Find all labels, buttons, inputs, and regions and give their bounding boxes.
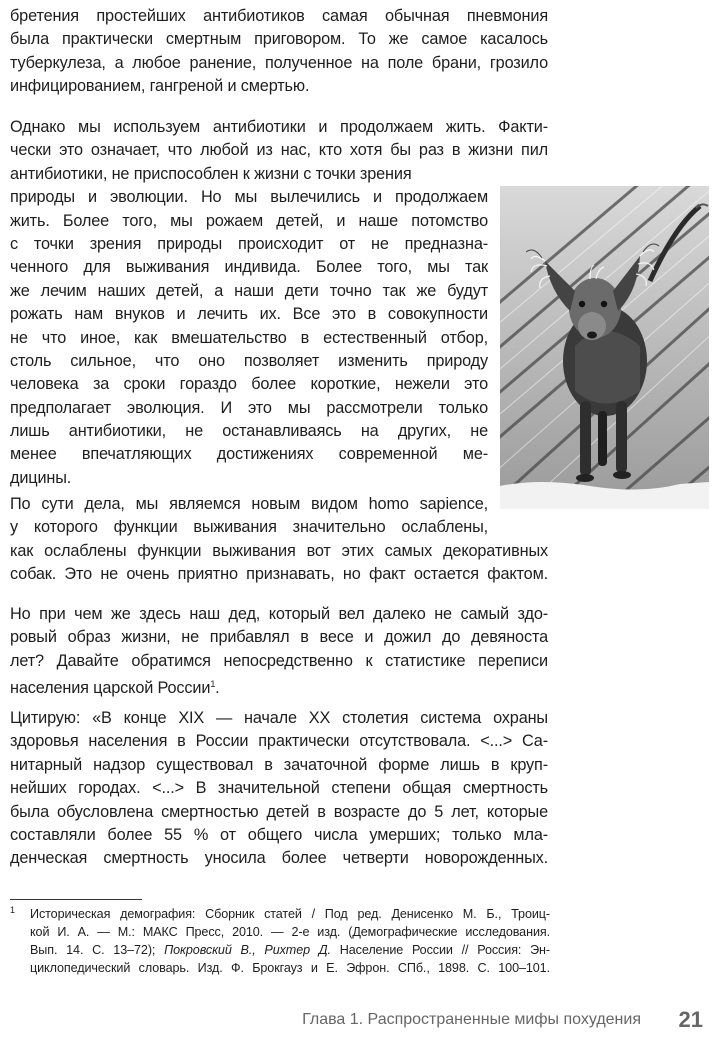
text-line: столь сильное, что оно позволяет изменить природу [10,351,488,370]
paragraph-1 [10,5,548,99]
text-line: Цитирую: «В конце XIX — начале XX столетия система охраны [10,709,548,727]
text-line: природы и эволюции. Но мы вылечились и продолжаем [10,188,488,207]
text-line: По сути дела, мы являемся новым видом homo sapience, [10,495,488,513]
text-line: составляли более 55 % от общего числа умерших; только мла- [10,825,548,844]
text-line: у которого функции выживания значительно ослаблены, [10,518,488,537]
footnote-line: Историческая демография: Сборник статей / Под ред. Денисенко М. Б., Троиц- [30,907,550,921]
text-line: не что иное, как вмешательство в естественный отбор, [10,328,488,347]
text-line: чески это означает, что любой из нас, кто хотя бы раз в жизни пил [10,141,548,160]
text-line: предполагает эволюция. И это мы рассмотрели только [10,398,488,417]
text-line: как ослаблены функции выживания вот этих самых декоративных [10,541,548,560]
text-line: дицины. [10,468,72,487]
footnote-number: 1 [10,905,16,915]
footnote-line [30,941,550,959]
text-line: ровый образ жизни, не прибавлял в весе и дожил до девяноста [10,628,548,647]
text-line: Но при чем же здесь наш дед, который вел далеко не самый здо- [10,605,548,623]
footnote-authors: Покровский В., Рихтер Д. [164,943,331,957]
text-line: здоровья населения в России практически отсутствовала. <...> Са- [10,732,548,751]
text-line: же лечим наших детей, а наши дети точно так же будут [10,281,488,300]
footnote-text: Население России // Россия: Эн- [330,943,550,957]
paragraph-2 [10,116,548,490]
text-line [10,673,548,696]
page-number: 21 [678,1007,703,1032]
text-line: туберкулеза, а любое ранение, полученное на поле брани, грозило [10,53,548,72]
text-line: лишь антибиотики, не останавливаясь на других, не [10,422,488,441]
paragraph-4 [10,603,548,697]
footnote [10,905,550,977]
text-line: жить. Более того, мы рожаем детей, и наше потомство [10,211,488,230]
text-line-content: населения царской России [10,679,211,698]
sentence-period: . [215,679,220,698]
paragraph-3 [10,493,548,587]
text-line: антибиотики, не приспособлен к жизни с точки зрения [10,164,412,183]
text-line: Однако мы используем антибиотики и продолжаем жить. Факти- [10,118,548,136]
text-line: человека за сроки гораздо более короткие, нежели это [10,375,488,394]
text-line: лет? Давайте обратимся непосредственно к статистике переписи [10,651,548,670]
text-line: с точки зрения природы происходит от не предназна- [10,234,488,253]
text-line: нитарный надзор существовал в зачаточной форме лишь в круп- [10,755,548,774]
chapter-title: Глава 1. Распространенные мифы похудения [302,1011,641,1028]
dog-photo [500,186,709,509]
text-line: ченного для выживания индивида. Более того, мы так [10,258,488,277]
footnote-text: Вып. 14. С. 13–72); [30,943,165,957]
text-line: нейших городах. <...> В значительной степени общая смертность [10,779,548,798]
text-line: была обусловлена смертностью детей в возрасте до 5 лет, которые [10,802,548,821]
text-line: бретения простейших антибиотиков самая обычная пневмония [10,7,548,25]
footnote-ref[interactable]: 1 [210,679,216,690]
paragraph-5 [10,707,548,871]
text-line: денческая смертность уносила более четверти новорожденных. [10,849,548,868]
footnote-line: кой И. А. — М.: МАКС Пресс, 2010. — 2-е изд. (Демографические исследования. [30,925,550,939]
text-line: инфицированием, гангреной и смертью. [10,77,310,96]
text-line: рожать нам внуков и лечить их. Все это в совокупности [10,305,488,324]
text-line: была практически смертным приговором. То же самое касалось [10,30,548,49]
text-line: собак. Это не очень приятно признавать, но факт остается фактом. [10,565,548,584]
text-line: менее впечатляющих достижениях современной ме- [10,445,488,464]
footnote-line: циклопедический словарь. Изд. Ф. Брокгауз и Е. Эфрон. СПб., 1898. С. 100–101. [30,961,550,975]
footnote-divider [10,899,142,900]
